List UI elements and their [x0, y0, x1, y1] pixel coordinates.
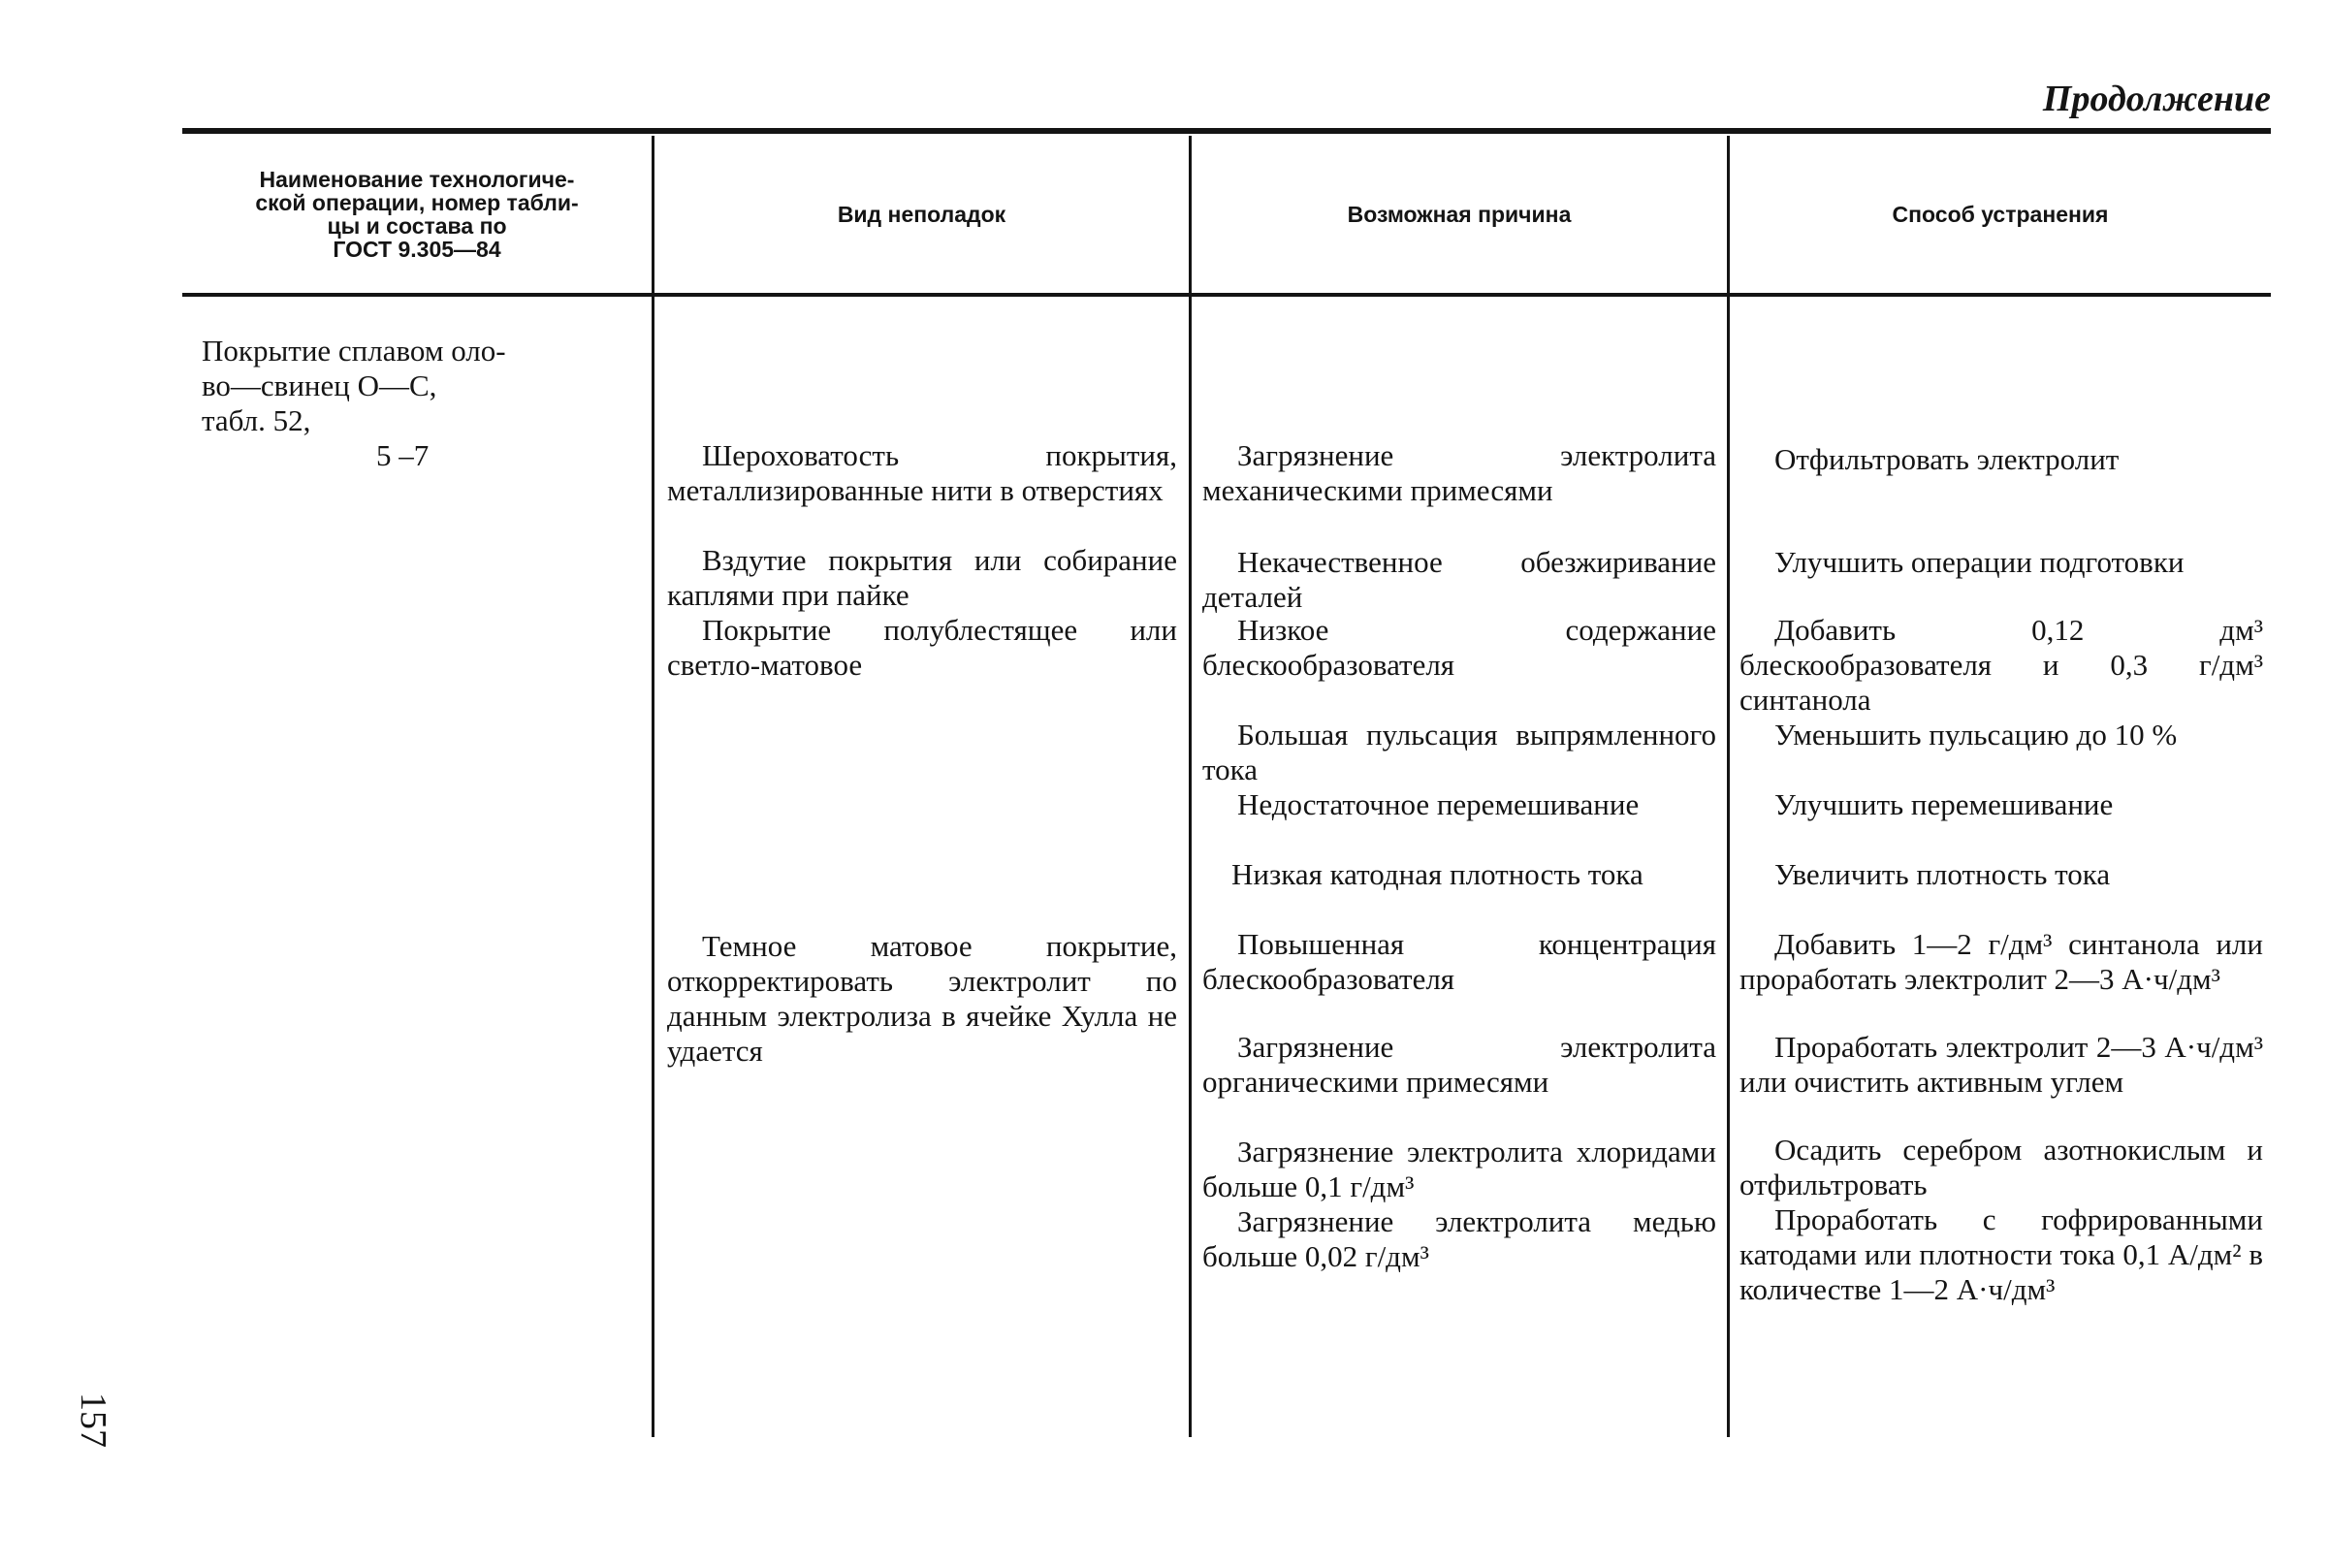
- remedy-cell: Проработать электролит 2—3 А·ч/дм³ или очистить активным углем: [1739, 1030, 2263, 1099]
- remedy-cell: Осадить серебром азотнокислым и отфильтровать: [1739, 1133, 2263, 1201]
- operation-cell: [202, 334, 638, 473]
- header-operation: [182, 136, 652, 293]
- defect-cell: Темное матовое покрытие, откорректировать электролит по данным электролиза в ячейке Хулла не удается: [667, 929, 1177, 1068]
- cause-cell: Загрязнение электролита механическими примесями: [1202, 438, 1716, 507]
- header-operation-line: цы и состава по: [327, 213, 507, 239]
- header-bottom-rule: [182, 293, 2271, 297]
- cause-cell: Недостаточное перемешивание: [1237, 787, 1640, 821]
- column-divider-1: [652, 136, 654, 1437]
- cause-cell: Низкое содержание блескообразователя: [1202, 613, 1716, 682]
- cause-cell: Низкая катодная плотность тока: [1231, 857, 1643, 891]
- header-remedy: Способ устранения: [1892, 201, 2109, 227]
- operation-line: во—свинец О—С,: [202, 368, 437, 402]
- remedy-cell: Добавить 0,12 дм³ блескообразователя и 0,3 г/дм³ синтанола: [1739, 613, 2263, 717]
- header-operation-line: ГОСТ 9.305—84: [333, 237, 501, 263]
- header-operation-line: Наименование технологиче-: [259, 166, 575, 192]
- column-divider-3: [1727, 136, 1730, 1437]
- defect-cell: Покрытие полублестящее или светло-матовое: [667, 613, 1177, 682]
- cause-cell: Загрязнение электролита медью больше 0,02 г/дм³: [1202, 1204, 1716, 1273]
- operation-line: Покрытие сплавом оло-: [202, 334, 506, 368]
- continuation-label: Продолжение: [2042, 79, 2271, 119]
- remedy-cell: Улучшить перемешивание: [1774, 787, 2114, 821]
- operation-line: табл. 52,: [202, 403, 311, 437]
- cause-cell: Повышенная концентрация блескообразователя: [1202, 927, 1716, 996]
- column-divider-2: [1189, 136, 1192, 1437]
- remedy-cell: Добавить 1—2 г/дм³ синтанола или проработать электролит 2—3 А·ч/дм³: [1739, 927, 2263, 996]
- cause-cell: Некачественное обезжиривание деталей: [1202, 545, 1716, 614]
- remedy-cell: Проработать с гофрированными катодами или плотности тока 0,1 А/дм² в количестве 1—2 А·ч/дм³: [1739, 1202, 2263, 1306]
- cause-cell: Большая пульсация выпрямленного тока: [1202, 718, 1716, 786]
- header-defect: Вид неполадок: [837, 201, 1006, 227]
- operation-line: 5 –7: [376, 438, 430, 472]
- cause-cell: Загрязнение электролита органическими примесями: [1202, 1030, 1716, 1099]
- remedy-cell: Улучшить операции подготовки: [1774, 545, 2185, 579]
- page-number: 157: [73, 1392, 113, 1448]
- defect-cell: Вздутие покрытия или собирание каплями при пайке: [667, 543, 1177, 612]
- cause-cell: Загрязнение электролита хлоридами больше 0,1 г/дм³: [1202, 1135, 1716, 1203]
- table-top-rule: [182, 128, 2271, 134]
- remedy-cell: Отфильтровать электролит: [1774, 442, 2120, 476]
- header-cause: Возможная причина: [1347, 201, 1572, 227]
- defect-cell: Шероховатость покрытия, металлизированные нити в отверстиях: [667, 438, 1177, 507]
- header-operation-line: ской операции, номер табли-: [255, 189, 579, 215]
- remedy-cell: Уменьшить пульсацию до 10 %: [1774, 718, 2178, 752]
- remedy-cell: Увеличить плотность тока: [1774, 857, 2111, 891]
